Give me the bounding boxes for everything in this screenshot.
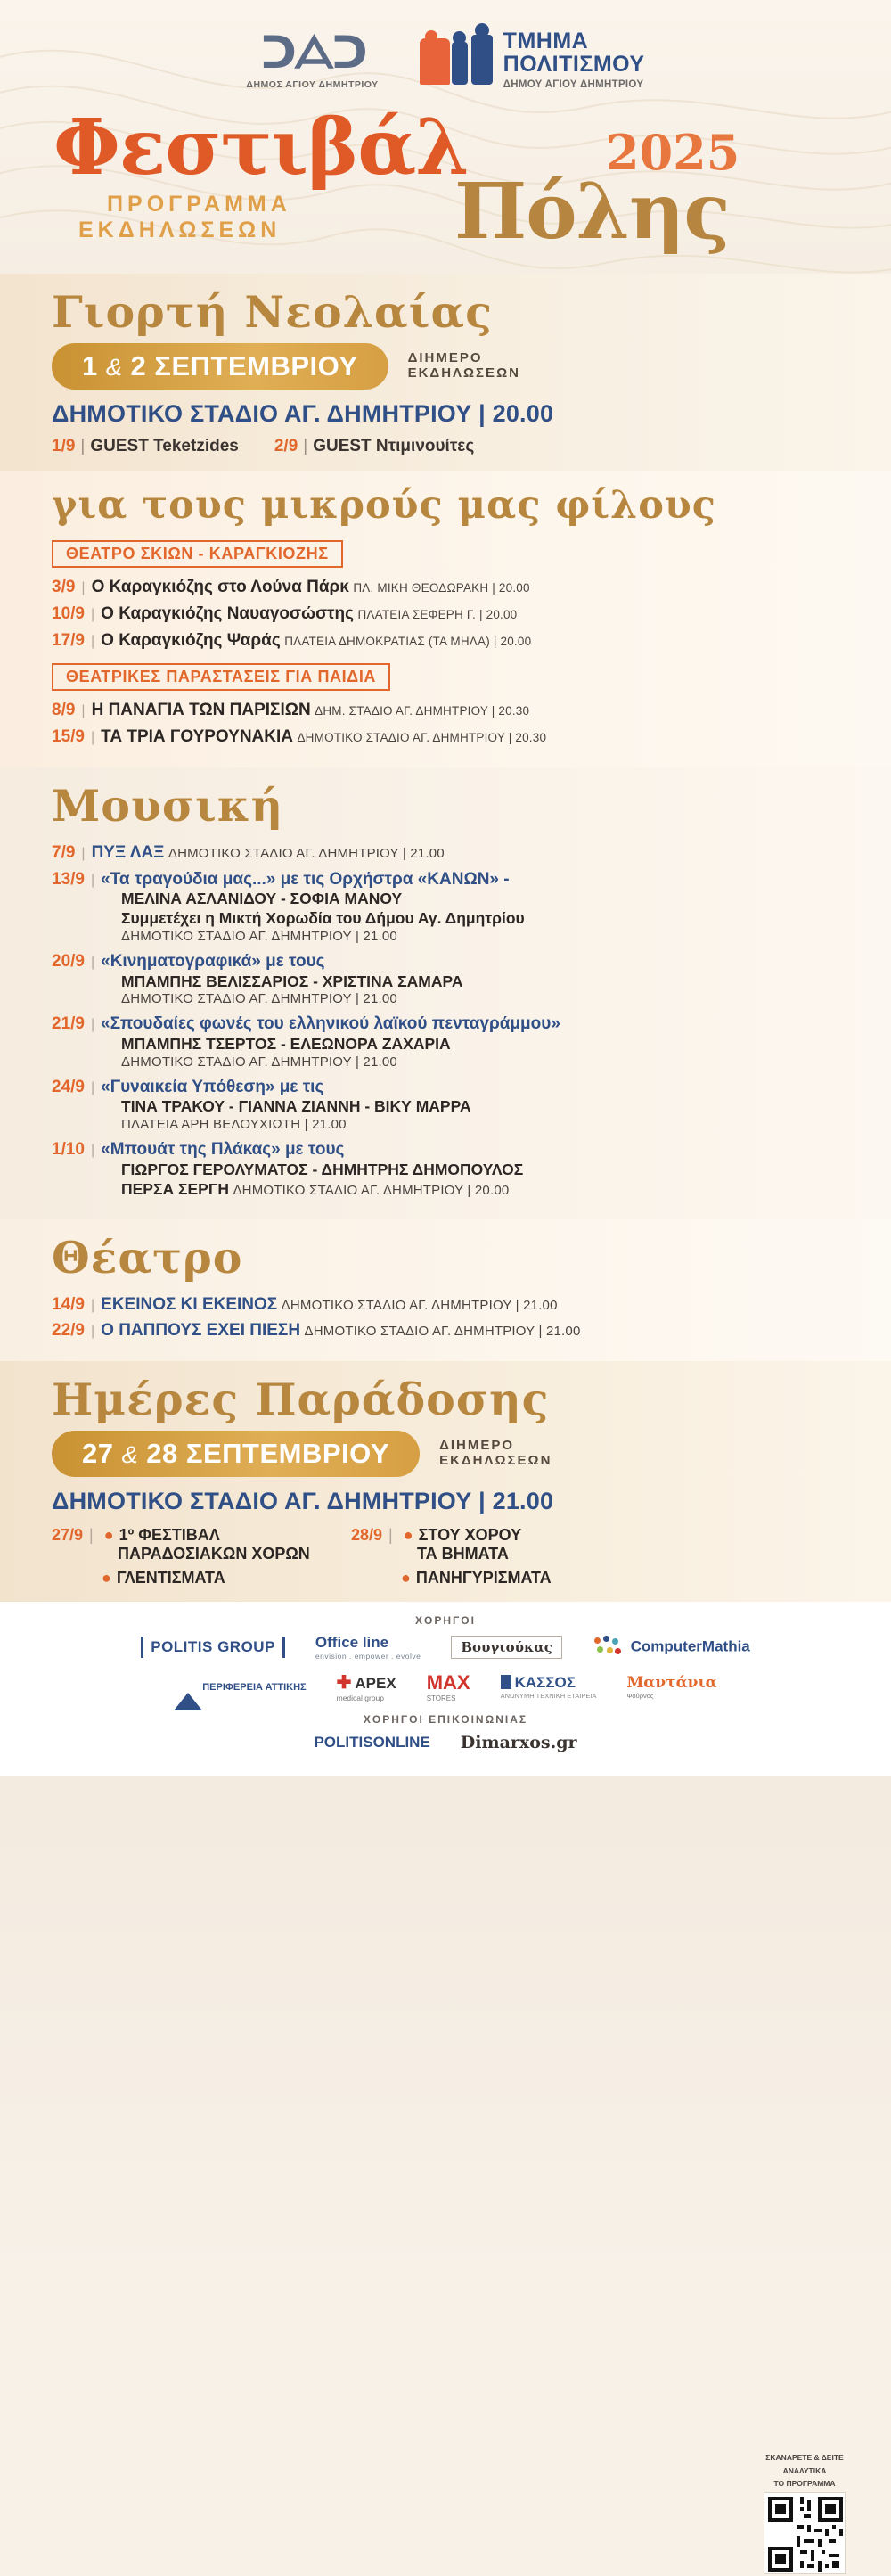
traditions-col2-item2: ΠΑΝΗΓΥΡΙΣΜΑΤΑ <box>415 1569 552 1587</box>
traditions-col2-item1-line2: ΤΑ ΒΗΜΑΤΑ <box>417 1545 509 1563</box>
logo-row <box>0 27 891 90</box>
sponsor-mantania-name: Μαντάνια <box>626 1674 717 1692</box>
sponsors-section <box>0 1602 891 1776</box>
list-item: 20/9 | «Κινηματογραφικά» με τους ΜΠΑΜΠΗΣ ΒΕΛΙΣΣΑΡΙΟΣ - ΧΡΙΣΤΙΝΑ ΣΑΜΑΡΑ ΔΗΜΟΤΙΚΟ ΣΤΑΔΙΟ ΑΓ. ΔΗΜΗΤΡΙΟΥ | 21.00 <box>52 951 891 1008</box>
sponsor-region-attica <box>174 1682 306 1693</box>
list-item: 10/9 | Ο Καραγκιόζης Ναυαγοσώστης ΠΛΑΤΕΙΑ ΣΕΦΕΡΗ Γ. | 20.00 <box>52 603 518 623</box>
event-extra: Συμμετέχει η Μικτή Χορωδία του Δήμου Αγ. Δημητρίου <box>121 909 525 928</box>
event-date: 17/9 <box>52 630 85 650</box>
event-extra: ΠΕΡΣΑ ΣΕΡΓΗ <box>121 1179 229 1198</box>
bullet-icon: ● <box>103 1526 114 1544</box>
qr-caption-line2: ΑΝΑΛΥΤΙΚΑ <box>782 2465 827 2475</box>
kids-subhead-shadow-theatre: ΘΕΑΤΡΟ ΣΚΙΩΝ - ΚΑΡΑΓΚΙΟΖΗΣ <box>52 540 343 568</box>
section-kids <box>0 471 891 767</box>
poster-header <box>0 0 891 274</box>
kids-theatre-plays-list <box>0 700 891 748</box>
youth-guest-1-date: 1/9 <box>52 437 76 455</box>
event-place: ΔΗΜΟΤΙΚΟ ΣΤΑΔΙΟ ΑΓ. ΔΗΜΗΤΡΙΟΥ | 20.00 <box>233 1182 510 1198</box>
event-title: Ο Καραγκιόζης στο Λούνα Πάρκ <box>91 578 349 596</box>
youth-guests <box>0 437 891 456</box>
youth-note-line1: ΔΙΗΜΕΡΟ <box>407 350 483 366</box>
list-item: 13/9 | «Τα τραγούδια μας...» με τις Ορχήστρα «ΚΑΝΩΝ» - ΜΕΛΙΝΑ ΑΣΛΑΝΙΔΟΥ - ΣΟΦΙΑ ΜΑΝΟΥ Συμμετέχει η Μικτή Χορωδία του Δήμου Αγ. Δημητρίου ΔΗΜΟΤΙΚΟ ΣΤΑΔΙΟ ΑΓ. ΔΗΜΗΤΡΙΟΥ | 21.00 <box>52 869 891 946</box>
event-place: ΔΗΜ. ΣΤΑΔΙΟ ΑΓ. ΔΗΜΗΤΡΙΟΥ | 20.30 <box>315 704 530 718</box>
section-title-traditions: Ημέρες Παράδοσης <box>52 1374 550 1425</box>
section-title-kids: για τους μικρούς μας φίλους <box>52 483 716 528</box>
sponsor-max-tagline: STORES <box>426 1694 456 1702</box>
event-extra-row <box>52 1180 891 1200</box>
sponsor-max-name: MAX <box>426 1671 470 1694</box>
page-title: Φεστιβάλ <box>53 103 469 193</box>
bullet-icon: ● <box>102 1569 111 1587</box>
media-sponsors-label: ΧΟΡΗΓΟΙ ΕΠΙΚΟΙΝΩΝΙΑΣ <box>363 1713 528 1726</box>
event-date: 21/9 <box>52 1014 85 1034</box>
list-item: 17/9 | Ο Καραγκιόζης Ψαράς ΠΛΑΤΕΙΑ ΔΗΜΟΚΡΑΤΙΑΣ (ΤΑ ΜΗΛΑ) | 20.00 <box>52 630 532 650</box>
computermathia-dots-icon <box>593 1636 623 1659</box>
list-item: 24/9 | «Γυναικεία Υπόθεση» με τις ΤΙΝΑ ΤΡΑΚΟΥ - ΓΙΑΝΝΑ ΖΙΑΝΝΗ - ΒΙΚΥ ΜΑΡΡΑ ΠΛΑΤΕΙΑ ΑΡΗ ΒΕΛΟΥΧΙΩΤΗ | 21.00 <box>52 1077 891 1134</box>
section-title-music: Μουσική <box>52 779 284 832</box>
municipality-logo <box>246 27 379 90</box>
sponsors-row-3 <box>0 1733 891 1752</box>
event-place: ΠΛ. ΜΙΚΗ ΘΕΟΔΩΡΑΚΗ | 20.00 <box>353 581 530 595</box>
event-subtitle: ΤΙΝΑ ΤΡΑΚΟΥ - ΓΙΑΝΝΑ ΖΙΑΝΝΗ - ΒΙΚΥ ΜΑΡΡΑ <box>121 1097 471 1116</box>
event-date: 22/9 <box>52 1321 85 1341</box>
event-title: «Γυναικεία Υπόθεση» με τις <box>101 1077 324 1096</box>
event-title: «Τα τραγούδια μας...» με τις Ορχήστρα «ΚΑΝΩΝ» - <box>101 869 510 889</box>
sponsor-mantania <box>626 1674 716 1700</box>
kids-shadow-theatre-list <box>0 577 891 651</box>
event-place: ΔΗΜΟΤΙΚΟ ΣΤΑΔΙΟ ΑΓ. ΔΗΜΗΤΡΙΟΥ | 21.00 <box>304 1324 581 1340</box>
culture-logo-line2: ΠΟΛΙΤΙΣΜΟΥ <box>503 51 645 77</box>
youth-dates-pill <box>52 343 388 390</box>
youth-guest-1-label: GUEST Teketzides <box>90 437 239 455</box>
youth-note-line2: ΕΚΔΗΛΩΣΕΩΝ <box>407 365 520 381</box>
section-youth-festival <box>0 274 891 471</box>
qr-code-icon <box>768 2497 843 2572</box>
traditions-columns <box>0 1526 891 1587</box>
event-title: Ο ΠΑΠΠΟΥΣ ΕΧΕΙ ΠΙΕΣΗ <box>101 1321 301 1341</box>
sponsor-politis-online: POLITISONLINE <box>314 1734 430 1751</box>
sponsor-politis-group: POLITIS GROUP <box>141 1637 285 1658</box>
event-title: Ο Καραγκιόζης Ψαράς <box>101 630 281 650</box>
traditions-col2-date: 28/9 <box>351 1526 383 1544</box>
list-item: 1/10 | «Μπουάτ της Πλάκας» με τους ΓΙΩΡΓΟΣ ΓΕΡΟΛΥΜΑΤΟΣ - ΔΗΜΗΤΡΗΣ ΔΗΜΟΠΟΥΛΟΣ ΠΕΡΣΑ ΣΕΡΓΗ ΔΗΜΟΤΙΚΟ ΣΤΑΔΙΟ ΑΓ. ΔΗΜΗΤΡΙΟΥ | 20.00 <box>52 1139 891 1200</box>
sponsor-kassos-name: ΚΑΣΣΟΣ <box>514 1674 576 1691</box>
list-item: 21/9 | «Σπουδαίες φωνές του ελληνικού λαϊκού πενταγράμμου» ΜΠΑΜΠΗΣ ΤΣΕΡΤΟΣ - ΕΛΕΩΝΟΡΑ ΖΑΧΑΡΙΑ ΔΗΜΟΤΙΚΟ ΣΤΑΔΙΟ ΑΓ. ΔΗΜΗΤΡΙΟΥ | 21.00 <box>52 1013 891 1071</box>
event-place: ΔΗΜΟΤΙΚΟ ΣΤΑΔΙΟ ΑΓ. ΔΗΜΗΤΡΙΟΥ | 21.00 <box>121 929 397 944</box>
sponsors-row-2 <box>0 1671 891 1702</box>
municipality-logo-subtitle: ΔΗΜΟΣ ΑΓΙΟΥ ΔΗΜΗΤΡΙΟΥ <box>246 79 379 90</box>
traditions-col1-date: 27/9 <box>52 1526 84 1544</box>
youth-dates-row <box>0 343 891 390</box>
qr-caption-line1: ΣΚΑΝΑΡΕΤΕ & ΔΕΙΤΕ <box>765 2453 844 2462</box>
traditions-venue: ΔΗΜΟΤΙΚΟ ΣΤΑΔΙΟ ΑΓ. ΔΗΜΗΤΡΙΟΥ | 21.00 <box>52 1488 554 1514</box>
youth-day1: 1 <box>82 350 98 381</box>
qr-code[interactable] <box>764 2492 846 2574</box>
traditions-dates-row <box>0 1431 891 1477</box>
sponsor-computermathia-name: ComputerMathia <box>630 1637 750 1655</box>
culture-department-logo <box>420 30 645 90</box>
traditions-note-line2: ΕΚΔΗΛΩΣΕΩΝ <box>439 1453 552 1468</box>
sponsor-dimarxos: Dimarxos.gr <box>460 1733 577 1752</box>
sponsor-office-line <box>315 1634 421 1661</box>
event-title: ΕΚΕΙΝΟΣ ΚΙ ΕΚΕΙΝΟΣ <box>101 1294 278 1314</box>
event-subtitle: ΜΠΑΜΠΗΣ ΒΕΛΙΣΣΑΡΙΟΣ - ΧΡΙΣΤΙΝΑ ΣΑΜΑΡΑ <box>121 972 463 990</box>
sponsor-kassos-tagline: ΑΝΩΝΥΜΗ ΤΕΧΝΙΚΗ ΕΤΑΙΡΕΙΑ <box>500 1692 597 1700</box>
list-item: 14/9 | ΕΚΕΙΝΟΣ ΚΙ ΕΚΕΙΝΟΣ ΔΗΜΟΤΙΚΟ ΣΤΑΔΙΟ ΑΓ. ΔΗΜΗΤΡΙΟΥ | 21.00 <box>52 1294 558 1314</box>
event-title: Η ΠΑΝΑΓΙΑ ΤΩΝ ΠΑΡΙΣΙΩΝ <box>91 701 311 720</box>
list-item: 8/9 | Η ΠΑΝΑΓΙΑ ΤΩΝ ΠΑΡΙΣΙΩΝ ΔΗΜ. ΣΤΑΔΙΟ ΑΓ. ΔΗΜΗΤΡΙΟΥ | 20.30 <box>52 701 530 720</box>
youth-day2: 2 ΣΕΠΤΕΜΒΡΙΟΥ <box>130 350 358 381</box>
medical-cross-icon: ✚ <box>336 1673 352 1693</box>
event-date: 20/9 <box>52 951 85 971</box>
programme-label-line2: ΕΚΔΗΛΩΣΕΩΝ <box>78 217 282 242</box>
bullet-icon: ● <box>401 1569 411 1587</box>
traditions-day2: 28 ΣΕΠΤΕΜΒΡΙΟΥ <box>146 1438 390 1469</box>
section-title-theatre: Θέατρο <box>52 1231 243 1284</box>
event-date: 8/9 <box>52 701 76 720</box>
kassos-square-icon <box>501 1675 511 1689</box>
traditions-col2-item1-line1: ΣΤΟΥ ΧΟΡΟΥ <box>418 1526 522 1544</box>
youth-two-day-note <box>408 351 520 381</box>
event-title: ΠΥΞ ΛΑΞ <box>91 842 165 862</box>
event-date: 15/9 <box>52 727 85 746</box>
traditions-amp: & <box>121 1441 139 1468</box>
event-title: «Κινηματογραφικά» με τους <box>101 951 325 971</box>
traditions-col1-item1-line2: ΠΑΡΑΔΟΣΙΑΚΩΝ ΧΟΡΩΝ <box>118 1545 310 1563</box>
event-title: «Μπουάτ της Πλάκας» με τους <box>101 1139 345 1159</box>
sponsors-row-1 <box>0 1634 891 1661</box>
list-item: 7/9 | ΠΥΞ ΛΑΞ ΔΗΜΟΤΙΚΟ ΣΤΑΔΙΟ ΑΓ. ΔΗΜΗΤΡΙΟΥ | 21.00 <box>52 842 445 862</box>
youth-guest-1: 1/9 | GUEST Teketzides <box>52 437 239 455</box>
event-title: «Σπουδαίες φωνές του ελληνικού λαϊκού πενταγράμμου» <box>101 1014 560 1034</box>
event-date: 10/9 <box>52 603 85 623</box>
municipality-logo-mark: ᑐᗋᑐ <box>260 27 364 78</box>
event-date: 24/9 <box>52 1077 85 1096</box>
youth-amp: & <box>105 354 123 381</box>
youth-guest-2-label: GUEST Ντιμινουίτες <box>313 437 475 455</box>
sponsor-apex <box>337 1671 396 1702</box>
poster-title-block <box>0 95 891 274</box>
music-event-list <box>0 842 891 1200</box>
section-title-youth: Γιορτή Νεολαίας <box>52 286 493 338</box>
event-subtitle: ΓΙΩΡΓΟΣ ΓΕΡΟΛΥΜΑΤΟΣ - ΔΗΜΗΤΡΗΣ ΔΗΜΟΠΟΥΛΟΣ <box>121 1160 524 1178</box>
event-place: ΠΛΑΤΕΙΑ ΔΗΜΟΚΡΑΤΙΑΣ (ΤΑ ΜΗΛΑ) | 20.00 <box>284 634 532 648</box>
qr-caption-line3: ΤΟ ΠΡΟΓΡΑΜΜΑ <box>773 2479 836 2489</box>
event-place: ΔΗΜΟΤΙΚΟ ΣΤΑΔΙΟ ΑΓ. ΔΗΜΗΤΡΙΟΥ | 21.00 <box>121 1054 397 1070</box>
culture-logo-icon <box>420 33 495 88</box>
sponsor-region-attica-name: ΠΕΡΙΦΕΡΕΙΑ ΑΤΤΙΚΗΣ <box>202 1681 307 1693</box>
traditions-column-2: 28/9 | ● ΣΤΟΥ ΧΟΡΟΥ ΤΑ ΒΗΜΑΤΑ ● ΠΑΝΗΓΥΡΙΣΜΑΤΑ <box>351 1526 552 1587</box>
traditions-note-line1: ΔΙΗΜΕΡΟ <box>439 1438 515 1454</box>
event-place: ΔΗΜΟΤΙΚΟ ΣΤΑΔΙΟ ΑΓ. ΔΗΜΗΤΡΙΟΥ | 21.00 <box>168 845 445 861</box>
event-place: ΔΗΜΟΤΙΚΟ ΣΤΑΔΙΟ ΑΓ. ΔΗΜΗΤΡΙΟΥ | 21.00 <box>281 1297 558 1313</box>
sponsor-mantania-tagline: Φούρνος <box>626 1692 654 1700</box>
section-theatre <box>0 1219 891 1362</box>
sponsor-office-line-tagline: envision . empower . evolve <box>315 1652 421 1661</box>
attica-triangle-icon <box>174 1682 202 1710</box>
culture-logo-subtitle: ΔΗΜΟΥ ΑΓΙΟΥ ΔΗΜΗΤΡΙΟΥ <box>503 79 644 90</box>
sponsors-label: ΧΟΡΗΓΟΙ <box>415 1614 476 1627</box>
event-date: 3/9 <box>52 578 76 596</box>
sponsor-kassos <box>501 1674 597 1700</box>
traditions-day1: 27 <box>82 1438 114 1469</box>
programme-label-line1: ΠΡΟΓΡΑΜΜΑ <box>107 192 291 217</box>
event-title: ΤΑ ΤΡΙΑ ΓΟΥΡΟΥΝΑΚΙΑ <box>101 727 293 746</box>
sponsor-apex-tagline: medical group <box>336 1694 385 1702</box>
event-date: 14/9 <box>52 1294 85 1314</box>
event-date: 1/10 <box>52 1139 85 1159</box>
event-place: ΠΛΑΤΕΙΑ ΣΕΦΕΡΗ Γ. | 20.00 <box>357 607 518 621</box>
poster-title-secondary: Πόλης <box>454 167 730 257</box>
sponsor-office-line-name: Office line <box>315 1634 389 1651</box>
event-place: ΔΗΜΟΤΙΚΟ ΣΤΑΔΙΟ ΑΓ. ΔΗΜΗΤΡΙΟΥ | 20.30 <box>297 731 547 744</box>
event-date: 13/9 <box>52 869 85 889</box>
traditions-column-1: 27/9 | ● 1º ΦΕΣΤΙΒΑΛ ΠΑΡΑΔΟΣΙΑΚΩΝ ΧΟΡΩΝ ● ΓΛΕΝΤΙΣΜΑΤΑ <box>52 1526 310 1587</box>
poster-year: 2025 <box>606 124 740 181</box>
traditions-col1-item2: ΓΛΕΝΤΙΣΜΑΤΑ <box>116 1569 225 1587</box>
bullet-icon: ● <box>403 1526 413 1544</box>
youth-venue: ΔΗΜΟΤΙΚΟ ΣΤΑΔΙΟ ΑΓ. ΔΗΜΗΤΡΙΟΥ | 20.00 <box>52 400 554 427</box>
list-item: 22/9 | Ο ΠΑΠΠΟΥΣ ΕΧΕΙ ΠΙΕΣΗ ΔΗΜΟΤΙΚΟ ΣΤΑΔΙΟ ΑΓ. ΔΗΜΗΤΡΙΟΥ | 21.00 <box>52 1321 581 1341</box>
list-item: 3/9 | Ο Καραγκιόζης στο Λούνα Πάρκ ΠΛ. ΜΙΚΗ ΘΕΟΔΩΡΑΚΗ | 20.00 <box>52 578 530 596</box>
traditions-col1-item1-line1: 1º ΦΕΣΤΙΒΑΛ <box>119 1526 220 1544</box>
sponsor-vougioukas: Βουγιούκας <box>451 1636 562 1659</box>
theatre-event-list <box>0 1294 891 1342</box>
event-subtitle: ΜΕΛΙΝΑ ΑΣΛΑΝΙΔΟΥ - ΣΟΦΙΑ ΜΑΝΟΥ <box>121 890 403 908</box>
sponsor-max-stores <box>427 1671 470 1702</box>
kids-subhead-theatre-plays: ΘΕΑΤΡΙΚΕΣ ΠΑΡΑΣΤΑΣΕΙΣ ΓΙΑ ΠΑΙΔΙΑ <box>52 663 390 691</box>
sponsor-apex-name: APEX <box>355 1675 396 1692</box>
sponsor-computermathia <box>593 1636 750 1659</box>
traditions-dates-pill <box>52 1431 420 1477</box>
list-item: 15/9 | ΤΑ ΤΡΙΑ ΓΟΥΡΟΥΝΑΚΙΑ ΔΗΜΟΤΙΚΟ ΣΤΑΔΙΟ ΑΓ. ΔΗΜΗΤΡΙΟΥ | 20.30 <box>52 727 547 746</box>
event-title: Ο Καραγκιόζης Ναυαγοσώστης <box>101 603 355 623</box>
event-subtitle: ΜΠΑΜΠΗΣ ΤΣΕΡΤΟΣ - ΕΛΕΩΝΟΡΑ ΖΑΧΑΡΙΑ <box>121 1034 451 1053</box>
youth-guest-2-date: 2/9 <box>274 437 298 455</box>
section-music <box>0 767 891 1219</box>
culture-logo-line1: ΤΜΗΜΑ <box>503 29 589 53</box>
event-date: 7/9 <box>52 842 76 862</box>
event-place: ΔΗΜΟΤΙΚΟ ΣΤΑΔΙΟ ΑΓ. ΔΗΜΗΤΡΙΟΥ | 21.00 <box>121 991 397 1007</box>
youth-guest-2: 2/9 | GUEST Ντιμινουίτες <box>274 437 475 455</box>
event-place: ΠΛΑΤΕΙΑ ΑΡΗ ΒΕΛΟΥΧΙΩΤΗ | 21.00 <box>121 1117 347 1133</box>
traditions-two-day-note <box>439 1439 552 1469</box>
